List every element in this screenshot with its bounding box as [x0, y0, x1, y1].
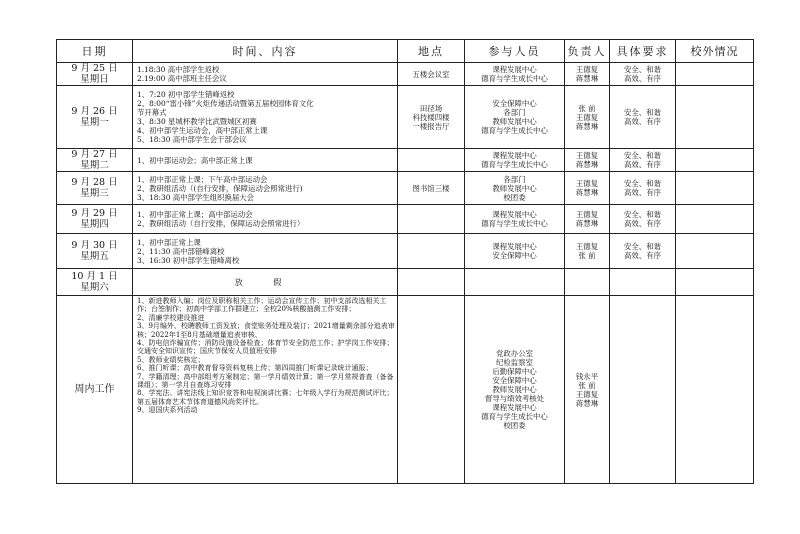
requirements-cell-line: 安全、和谐: [624, 65, 661, 74]
responsible-cell-line: 王德复: [575, 242, 599, 251]
day-row: [57, 234, 754, 269]
participants-cell-line: 德育与学生成长中心: [481, 74, 548, 83]
responsible-cell: [565, 205, 610, 234]
schedule-items: [133, 63, 398, 86]
schedule-items-line: 1.18:30 高中部学生返校: [137, 65, 220, 74]
weekday-text: 星期二: [80, 160, 109, 171]
requirements-cell-line: 安全、和谐: [624, 210, 661, 219]
responsible-cell-line: 王德复: [575, 210, 599, 219]
responsible-cell-line: 王德复: [575, 151, 599, 160]
date-cell: [57, 149, 133, 172]
empty-cell: [610, 296, 676, 484]
day-row: [57, 86, 754, 149]
schedule-items-line: 1、初中部正常上课；下午高中部运动会: [137, 174, 268, 184]
place-cell-line: 田径场: [419, 103, 443, 113]
schedule-items-line: 2、8:00“雷小锋”火炬传递活动暨第五届校园体育文化: [137, 99, 314, 108]
schedule-items-line: 4、初中部学生运动会，高中部正常上课: [137, 126, 268, 135]
requirements-cell-line: 安全、和谐: [624, 242, 661, 251]
responsible-cell-line: 张 前: [578, 251, 596, 260]
date-text: 9 月 25 日: [71, 63, 118, 74]
schedule-items-line: 1、初中部运动会；高中部正常上课: [137, 155, 253, 165]
date-cell: [57, 234, 133, 269]
responsible-cell-line: 王德复: [575, 389, 599, 399]
requirements-cell-line: 安全、和谐: [624, 179, 661, 188]
empty-cell: [565, 269, 610, 296]
responsible-cell-line: 王德复: [575, 65, 599, 74]
date-text: 9 月 29 日: [71, 208, 118, 219]
responsible-cell-line: 王德复: [575, 112, 599, 122]
weekly-work-row: [57, 296, 754, 484]
responsible-cell-line: 张 前: [578, 103, 596, 113]
schedule-items-line: 3、16:30 初中部学生错峰离校: [137, 255, 240, 265]
participants-cell-line: 德育与学生成长中心: [481, 126, 548, 135]
day-row: [57, 63, 754, 86]
empty-cell: [465, 269, 565, 296]
participants-cell-line: 教师发展中心: [492, 183, 537, 193]
weekday-text: 星期日: [80, 74, 109, 85]
place-cell: [398, 205, 465, 234]
requirements-cell: [610, 172, 676, 205]
weekly-schedule-table: [56, 39, 754, 484]
schedule-items-line: 3、18:30 高中部学生组织换届大会: [137, 192, 255, 202]
participants-cell-line: 纪检监察室: [496, 358, 533, 367]
schedule-items: [133, 149, 398, 172]
schedule-items-line: 1、初中部正常上课: [137, 237, 201, 247]
requirements-cell-line: 高效、有序: [624, 188, 661, 197]
requirements-cell: [610, 205, 676, 234]
weekday-text: 星期一: [80, 117, 109, 128]
place-cell: [398, 172, 465, 205]
schedule-items-line: 5、18:30 高中部学生会干部会议: [137, 135, 247, 144]
weekday-text: 星期四: [80, 219, 109, 230]
participants-cell-line: 德育与学生成长中心: [481, 160, 548, 169]
participants-cell-line: 教师发展中心: [492, 385, 537, 394]
responsible-cell-line: 蒋慧琳: [575, 121, 599, 131]
place-cell-line: 一楼报告厅: [412, 121, 450, 131]
participants-cell-line: 安全保障中心: [492, 251, 537, 260]
weekly-items-line: 6、推门听课；高中教育督导资料复核上传；第四周推门听课记录统计通报；: [137, 364, 373, 373]
weekly-items-line: 9、迎国庆系列活动: [137, 406, 198, 415]
responsible-cell: [565, 234, 610, 269]
outside-cell: [676, 63, 754, 86]
responsible-cell: [565, 86, 610, 149]
header-time-content: 时间、内容: [133, 40, 398, 63]
requirements-cell-line: 高效、有序: [624, 160, 661, 169]
header-date: 日期: [57, 40, 133, 63]
responsible-cell-line: 蒋慧琳: [575, 188, 599, 197]
weekly-work-label: 周内工作: [57, 296, 133, 484]
outside-cell: [676, 149, 754, 172]
participants-cell-line: 教师发展中心: [492, 117, 537, 126]
weekly-items-line: 8、学宪法、讲宪法线上知识竞答和电视演讲比赛；七年级入学行为规范测试评比；第五届体育艺术节体育道德风尚奖评比。: [137, 389, 394, 406]
participants-cell-line: 后勤保障中心: [492, 367, 537, 376]
schedule-items-line: 1、7:20 初中部学生错峰返校: [137, 90, 235, 99]
requirements-cell: [610, 63, 676, 86]
participants-cell-line: 课程发展中心: [492, 403, 537, 412]
schedule-items-line: 1、初中部正常上课；高中部运动会: [137, 210, 253, 219]
outside-cell: [676, 234, 754, 269]
responsible-cell: [565, 172, 610, 205]
date-text: 10 月 1 日: [71, 271, 118, 282]
participants-cell-line: 课程发展中心: [492, 242, 537, 251]
participants-cell-line: 课程发展中心: [492, 151, 537, 160]
place-cell: [398, 296, 465, 484]
place-cell: [398, 149, 465, 172]
requirements-cell-line: 高效、有序: [624, 74, 661, 83]
place-cell-line: 科技楼四楼: [412, 112, 450, 122]
participants-cell: [465, 234, 565, 269]
responsible-cell: [565, 149, 610, 172]
outside-cell: [676, 86, 754, 149]
schedule-items: [133, 172, 398, 205]
participants-cell: [465, 205, 565, 234]
holiday-row: [57, 269, 754, 296]
outside-cell: [676, 172, 754, 205]
responsible-cell-line: 张 前: [578, 380, 596, 390]
date-text: 9 月 26 日: [71, 106, 118, 117]
requirements-cell-line: 安全、和谐: [624, 108, 661, 117]
participants-cell: [465, 63, 565, 86]
participants-cell-line: 各部门: [503, 174, 526, 184]
schedule-items-line: 3、8:30 星城杯教学比武暨城区初赛: [137, 117, 257, 126]
date-text: 9 月 27 日: [71, 149, 118, 160]
place-cell: [398, 234, 465, 269]
weekly-items-line: 3、9月编外、校聘教师工资发放；食堂账务处理及装订；2021增量剩余部分追表审核；2022年1至8月基础增量追表审核、: [137, 322, 395, 339]
header-participants: 参与人员: [465, 40, 565, 63]
requirements-cell: [610, 234, 676, 269]
schedule-items: [133, 205, 398, 234]
date-cell: [57, 86, 133, 149]
place-cell-line: 图书馆三楼: [412, 183, 450, 193]
participants-cell-line: 各部门: [503, 108, 526, 117]
empty-cell: [676, 296, 754, 484]
participants-cell-line: 校团委: [503, 421, 526, 430]
responsible-cell: [565, 296, 610, 484]
place-cell: [398, 86, 465, 149]
participants-cell-line: 课程发展中心: [492, 65, 537, 74]
day-row: [57, 149, 754, 172]
schedule-items-line: 2、11:30 高中部错峰离校: [137, 246, 225, 256]
responsible-cell: [565, 63, 610, 86]
date-text: 9 月 30 日: [71, 240, 118, 251]
participants-cell-line: 党政办公室: [496, 349, 533, 358]
outside-cell: [676, 205, 754, 234]
weekly-items-line: 1、新进教师入编；岗位及职称相关工作；运动会宣传工作；初中支部改选相关工作；台签制作；初高中学部工作群建立；全校20%核酸抽测工作安排；: [137, 297, 387, 314]
weekly-items-line: 5、教师业绩奖核定；: [137, 355, 205, 364]
participants-cell-line: 校团委: [503, 192, 526, 202]
weekday-text: 星期五: [80, 251, 109, 262]
date-text: 9 月 28 日: [71, 177, 118, 188]
header-responsible: 负责人: [565, 40, 610, 63]
empty-cell: [676, 269, 754, 296]
requirements-cell: [610, 149, 676, 172]
participants-cell-line: 德育与学生成长中心: [481, 412, 548, 421]
schedule-items-line: 节开幕式: [137, 108, 167, 117]
requirements-cell: [610, 86, 676, 149]
requirements-cell-line: 高效、有序: [624, 219, 661, 228]
participants-cell-line: 课程发展中心: [492, 210, 537, 219]
weekly-items-line: 7、学籍清理；高中部组考方案制定；第一学月绩效计算；第一学月常规普查（备备课组）；第一学月自查练习安排: [137, 372, 394, 390]
day-row: [57, 172, 754, 205]
participants-cell: [465, 296, 565, 484]
place-cell: [398, 63, 465, 86]
weekday-text: 星期三: [80, 188, 109, 199]
participants-cell-line: 安全保障中心: [492, 376, 537, 385]
responsible-cell-line: 蒋慧琳: [575, 160, 599, 169]
responsible-cell-line: 钱永平: [575, 371, 599, 381]
empty-cell: [398, 269, 465, 296]
schedule-items-line: 2.19:00 高中部班主任会议: [137, 74, 227, 83]
weekly-items: [133, 296, 398, 484]
requirements-cell-line: 高效、有序: [624, 251, 661, 260]
participants-cell: [465, 86, 565, 149]
date-cell: [57, 205, 133, 234]
header-requirements: 具体要求: [610, 40, 676, 63]
participants-cell: [465, 149, 565, 172]
schedule-items: [133, 86, 398, 149]
day-row: [57, 205, 754, 234]
schedule-items: [133, 234, 398, 269]
responsible-cell-line: 蒋慧琳: [575, 398, 599, 408]
weekday-text: 星期六: [80, 282, 109, 293]
date-cell: [57, 63, 133, 86]
participants-cell-line: 安全保障中心: [492, 99, 537, 108]
responsible-cell-line: 蒋慧琳: [575, 74, 599, 83]
header-place: 地点: [398, 40, 465, 63]
date-cell: [57, 269, 133, 296]
requirements-cell-line: 安全、和谐: [624, 151, 661, 160]
header-row: [57, 40, 754, 63]
schedule-items-line: 2、教研组活动（自行安排，保障运动会照常进行）: [137, 219, 305, 228]
participants-cell-line: 督导与绩效考核处: [484, 394, 545, 403]
requirements-cell-line: 高效、有序: [624, 117, 661, 126]
date-cell: [57, 172, 133, 205]
place-cell-line: 五楼会议室: [412, 69, 450, 79]
header-outside: 校外情况: [676, 40, 754, 63]
weekly-items-line: 2、清廉学校建设推进: [137, 313, 205, 322]
holiday-text: 放 假: [133, 269, 398, 296]
schedule-items-line: 2、教研组活动（(自行安排，保障运动会照常进行): [137, 183, 303, 193]
participants-cell: [465, 172, 565, 205]
responsible-cell-line: 王德复: [575, 179, 599, 188]
weekly-items-line: 4、防电信诈骗宣传；消防设施设备检查；体育节安全防范工作；护学岗工作安排；交通安全知识宣传；国庆节保安人员值班安排: [137, 339, 394, 356]
empty-cell: [610, 269, 676, 296]
responsible-cell-line: 蒋慧琳: [575, 219, 599, 228]
participants-cell-line: 德育与学生成长中心: [481, 219, 548, 228]
